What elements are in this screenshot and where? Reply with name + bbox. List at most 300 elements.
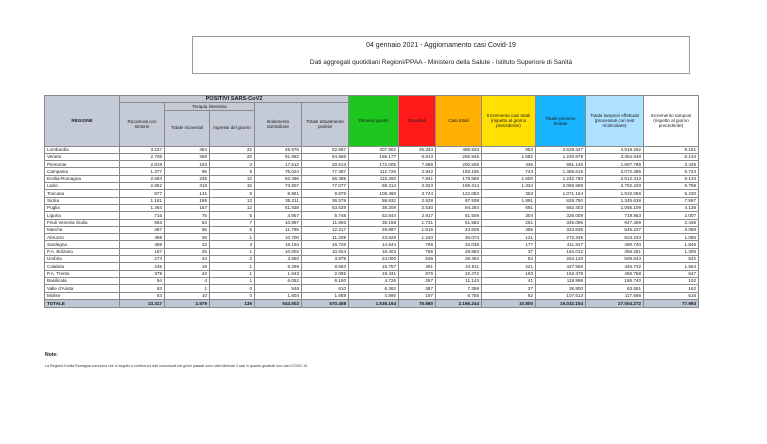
table-cell: 7 bbox=[210, 219, 255, 226]
table-cell: 9.979 bbox=[302, 190, 349, 197]
table-cell: 12 bbox=[210, 204, 255, 211]
table-cell: 25.344 bbox=[399, 146, 436, 153]
table-cell: 1.600 bbox=[482, 175, 536, 182]
table-cell: 10.824 bbox=[302, 248, 349, 255]
table-cell: 11.209 bbox=[302, 234, 349, 241]
note-text: La Regione Emilia Romagna comunica che in seguito a verifica sui dati comunicati nei giorni passati sono stati eliminati 3 casi in quanto giudicati non casi COVID-19. bbox=[45, 364, 309, 368]
table-row bbox=[45, 248, 699, 255]
table-cell: 19.431 bbox=[349, 270, 399, 277]
table-cell: 267 bbox=[399, 277, 436, 284]
table-cell: 272.349 bbox=[536, 234, 586, 241]
table-cell: 152.478 bbox=[536, 270, 586, 277]
table-cell: 10.967 bbox=[255, 219, 302, 226]
table-total-row bbox=[45, 299, 699, 307]
table-cell: 1.065.109 bbox=[586, 204, 644, 211]
table-cell: 122.083 bbox=[436, 190, 482, 197]
table-cell: 22 bbox=[210, 146, 255, 153]
table-cell: 2.917 bbox=[399, 212, 436, 219]
table-cell: 141 bbox=[165, 190, 210, 197]
region-name: Molise bbox=[45, 292, 120, 299]
table-cell: 94 bbox=[120, 277, 165, 284]
table-cell: 2.612.313 bbox=[586, 175, 644, 182]
table-cell: 200.506 bbox=[436, 161, 482, 168]
table-cell: 281 bbox=[482, 219, 536, 226]
region-name: Sicilia bbox=[45, 197, 120, 204]
table-cell: 8.298 bbox=[255, 263, 302, 270]
table-cell: 6.813 bbox=[399, 153, 436, 160]
table-cell: 22.472 bbox=[436, 270, 482, 277]
table-cell: 379 bbox=[120, 270, 165, 277]
table-cell: 5.748 bbox=[302, 212, 349, 219]
table-cell: 41 bbox=[482, 277, 536, 284]
table-cell: 8.161 bbox=[644, 146, 699, 153]
table-cell: 76.024 bbox=[255, 168, 302, 175]
table-cell: 53.466 bbox=[255, 175, 302, 182]
table-cell: 1.682 bbox=[482, 153, 536, 160]
table-cell: 947.459 bbox=[586, 219, 644, 226]
header-ti-ingressi: Ingressi del giorno bbox=[210, 110, 255, 146]
region-name: Lombardia bbox=[45, 146, 120, 153]
table-cell: 5 bbox=[210, 212, 255, 219]
table-cell: 523.233 bbox=[586, 234, 644, 241]
table-cell: 4.957 bbox=[255, 212, 302, 219]
table-cell: 91.882 bbox=[255, 153, 302, 160]
table-cell: 54 bbox=[120, 292, 165, 299]
table-cell: 183 bbox=[165, 161, 210, 168]
table-cell: 1.240 bbox=[399, 234, 436, 241]
table-cell: 3.435 bbox=[644, 161, 699, 168]
table-cell: 1.643 bbox=[255, 270, 302, 277]
table-cell: 186 bbox=[165, 197, 210, 204]
table-cell: 82 bbox=[482, 292, 536, 299]
table-cell: 23.317 bbox=[120, 299, 165, 307]
table-cell: 491 bbox=[399, 263, 436, 270]
table-cell: 387 bbox=[399, 285, 436, 292]
table-cell: 546 bbox=[255, 285, 302, 292]
table-cell: 197 bbox=[399, 292, 436, 299]
header-deceduti: Deceduti bbox=[399, 96, 436, 147]
table-cell: 1.065 bbox=[644, 234, 699, 241]
table-cell: 1 bbox=[210, 270, 255, 277]
header-dimessi: Dimessi guariti bbox=[349, 96, 399, 147]
table-cell: 1.891 bbox=[482, 197, 536, 204]
table-cell: 636 bbox=[399, 256, 436, 263]
table-cell: 169.214 bbox=[436, 183, 482, 190]
table-cell: 10.700 bbox=[255, 234, 302, 241]
table-row bbox=[45, 256, 699, 263]
table-cell: 4.918.262 bbox=[586, 146, 644, 153]
table-cell: 2.752.420 bbox=[586, 183, 644, 190]
table-cell: 75.680 bbox=[399, 299, 436, 307]
table-cell: 1.731 bbox=[399, 219, 436, 226]
table-row bbox=[45, 168, 699, 175]
header-positivi: POSITIVI SARS-CoV2 bbox=[120, 96, 349, 103]
table-cell: 5.230 bbox=[644, 190, 699, 197]
table-cell: 24.811 bbox=[436, 263, 482, 270]
table-cell: 1.604 bbox=[255, 292, 302, 299]
table-cell: 136 bbox=[210, 299, 255, 307]
table-cell: 6.755 bbox=[436, 292, 482, 299]
table-cell: 545.237 bbox=[586, 226, 644, 233]
table-cell: 27 bbox=[482, 285, 536, 292]
table-cell: 177 bbox=[482, 241, 536, 248]
table-row bbox=[45, 212, 699, 219]
table-cell: 3 bbox=[210, 161, 255, 168]
table-cell: 1 bbox=[165, 285, 210, 292]
table-cell: 32.038 bbox=[436, 241, 482, 248]
header-ricoverati: Ricoverati con sintomi bbox=[120, 103, 165, 146]
table-cell: 112.726 bbox=[349, 168, 399, 175]
table-cell: 1.345.638 bbox=[586, 197, 644, 204]
table-cell: 164.012 bbox=[536, 248, 586, 255]
table-cell: 3.088 bbox=[644, 226, 699, 233]
table-cell: 48.976 bbox=[255, 146, 302, 153]
header-tamponi-totali: Totale tamponi effettuati (processati con test molecolare) bbox=[586, 96, 644, 147]
table-row bbox=[45, 277, 699, 284]
table-cell: 36.578 bbox=[302, 197, 349, 204]
table-row bbox=[45, 190, 699, 197]
table-cell: 2 bbox=[210, 256, 255, 263]
table-cell: 37 bbox=[482, 248, 536, 255]
table-row bbox=[45, 175, 699, 182]
table-cell: 716 bbox=[120, 212, 165, 219]
header-incremento: Incremento casi totali (rispetto al giorno precedente) bbox=[482, 96, 536, 147]
table-cell: 662.403 bbox=[536, 204, 586, 211]
table-cell: 7.941 bbox=[399, 175, 436, 182]
table-cell: 10.800 bbox=[482, 299, 536, 307]
table-cell: 9.133 bbox=[644, 175, 699, 182]
table-cell: 743 bbox=[482, 168, 536, 175]
table-cell: 3.227 bbox=[120, 146, 165, 153]
note-label: Note: bbox=[45, 352, 58, 358]
table-cell: 24.000 bbox=[349, 256, 399, 263]
table-cell: 51.582 bbox=[436, 219, 482, 226]
table-cell: 2.694 bbox=[120, 175, 165, 182]
table-cell: 1 bbox=[210, 277, 255, 284]
table-cell: 6 bbox=[210, 168, 255, 175]
table-cell: 77.077 bbox=[302, 183, 349, 190]
region-name: Veneto bbox=[45, 153, 120, 160]
table-cell: 186.740 bbox=[586, 277, 644, 284]
region-name: Toscana bbox=[45, 190, 120, 197]
table-cell: 266.946 bbox=[436, 153, 482, 160]
table-cell: 172.005 bbox=[349, 161, 399, 168]
table-cell: 3.878 bbox=[302, 256, 349, 263]
table-cell: 1.305 bbox=[644, 248, 699, 255]
table-cell: 25 bbox=[165, 248, 210, 255]
table-cell: 976 bbox=[399, 270, 436, 277]
table-cell: 2.942 bbox=[399, 168, 436, 175]
table-cell: 162 bbox=[644, 285, 699, 292]
table-cell: 63 bbox=[165, 219, 210, 226]
table-cell: 12 bbox=[210, 175, 255, 182]
table-cell: 1.377 bbox=[120, 168, 165, 175]
table-cell: 254.120 bbox=[536, 256, 586, 263]
region-name: Sardegna bbox=[45, 241, 120, 248]
report-title: 04 gennaio 2021 - Aggiornamento casi Covid-19 bbox=[366, 42, 516, 49]
table-row bbox=[45, 226, 699, 233]
table-cell: 28.494 bbox=[436, 256, 482, 263]
table-row bbox=[45, 219, 699, 226]
table-cell: 6.362 bbox=[349, 285, 399, 292]
table-cell: 3.560 bbox=[255, 256, 302, 263]
table-cell: 58.832 bbox=[349, 197, 399, 204]
table-cell: 3.744 bbox=[399, 190, 436, 197]
table-cell: 51.938 bbox=[255, 204, 302, 211]
table-cell: 353 bbox=[482, 190, 536, 197]
table-cell: 756 bbox=[399, 248, 436, 255]
table-cell: 193.165 bbox=[436, 168, 482, 175]
table-cell: 8.563 bbox=[302, 263, 349, 270]
table-cell: 719.953 bbox=[586, 212, 644, 219]
table-cell: 274 bbox=[120, 256, 165, 263]
table-cell: 179.586 bbox=[436, 175, 482, 182]
header-casi-totali: Casi totali bbox=[436, 96, 482, 147]
table-cell: 94.284 bbox=[436, 204, 482, 211]
region-name: Emilia-Romagna bbox=[45, 175, 120, 182]
table-cell: 6.743 bbox=[644, 168, 699, 175]
table-row bbox=[45, 292, 699, 299]
table-cell: 107.613 bbox=[536, 292, 586, 299]
table-cell: 16.726 bbox=[302, 241, 349, 248]
table-cell: 1.181 bbox=[120, 197, 165, 204]
table-cell: 53.539 bbox=[302, 204, 349, 211]
table-cell: 43.829 bbox=[436, 226, 482, 233]
table-row bbox=[45, 285, 699, 292]
table-row bbox=[45, 183, 699, 190]
table-cell: 2.528 bbox=[399, 197, 436, 204]
table-cell: 5 bbox=[210, 226, 255, 233]
table-cell: 23.629 bbox=[349, 234, 399, 241]
table-cell: 345.095 bbox=[536, 219, 586, 226]
header-isolamento: Isolamento domiciliare bbox=[255, 103, 302, 146]
table-cell: 11.765 bbox=[255, 226, 302, 233]
table-cell: 427.556 bbox=[536, 263, 586, 270]
table-cell: 489 bbox=[120, 241, 165, 248]
header-ti-totale: Totale ricoverati bbox=[165, 110, 210, 146]
region-name: Liguria bbox=[45, 212, 120, 219]
table-row bbox=[45, 161, 699, 168]
table-cell: 610 bbox=[302, 285, 349, 292]
table-cell: 446.732 bbox=[586, 263, 644, 270]
table-cell: 77.497 bbox=[302, 168, 349, 175]
table-cell: 10 bbox=[165, 292, 210, 299]
table-cell: 487 bbox=[120, 226, 165, 233]
table-row bbox=[45, 263, 699, 270]
table-cell: 2.706 bbox=[120, 153, 165, 160]
table-cell: 9.759 bbox=[644, 183, 699, 190]
table-cell: 6.150 bbox=[302, 277, 349, 284]
table-cell: 235 bbox=[165, 175, 210, 182]
table-cell: 490.740 bbox=[586, 241, 644, 248]
table-cell: 456.758 bbox=[586, 270, 644, 277]
table-cell: 1.607.788 bbox=[586, 161, 644, 168]
table-cell: 15.032.154 bbox=[536, 299, 586, 307]
table-cell: 10.602 bbox=[255, 248, 302, 255]
table-cell: 27.004.272 bbox=[586, 299, 644, 307]
table-cell: 1.615 bbox=[399, 226, 436, 233]
table-cell: 118.998 bbox=[536, 277, 586, 284]
table-cell: 29.983 bbox=[436, 248, 482, 255]
covid-data-table bbox=[44, 95, 699, 308]
table-cell: 38.800 bbox=[536, 285, 586, 292]
region-name: Marche bbox=[45, 226, 120, 233]
table-cell: 323.639 bbox=[536, 226, 586, 233]
table-cell: 2.629.427 bbox=[536, 146, 586, 153]
total-label: TOTALE bbox=[45, 299, 120, 307]
table-cell: 2.065 bbox=[302, 270, 349, 277]
table-cell: 1.846 bbox=[644, 241, 699, 248]
table-cell: 0 bbox=[210, 285, 255, 292]
table-cell: 877 bbox=[120, 190, 165, 197]
table-cell: 43 bbox=[165, 270, 210, 277]
table-body bbox=[45, 146, 699, 307]
table-cell: 318 bbox=[165, 183, 210, 190]
table-cell: 117.666 bbox=[586, 292, 644, 299]
table-cell: 2.072.385 bbox=[586, 168, 644, 175]
table-cell: 75 bbox=[165, 212, 210, 219]
header-regione: REGIONE bbox=[45, 96, 120, 147]
table-cell: 35.211 bbox=[255, 197, 302, 204]
table-cell: 52.844 bbox=[349, 212, 399, 219]
table-cell: 2.438 bbox=[644, 219, 699, 226]
table-cell: 8 bbox=[210, 190, 255, 197]
table-cell: 1.334 bbox=[482, 183, 536, 190]
table-cell: 16.194 bbox=[255, 241, 302, 248]
table-cell: 828.750 bbox=[536, 197, 586, 204]
table-cell: 2.007 bbox=[644, 212, 699, 219]
table-cell: 88.314 bbox=[349, 183, 399, 190]
table-cell: 485.933 bbox=[436, 146, 482, 153]
table-cell: 1.668 bbox=[302, 292, 349, 299]
table-cell: 197 bbox=[120, 248, 165, 255]
table-cell: 115.260 bbox=[349, 175, 399, 182]
table-cell: 691 bbox=[482, 204, 536, 211]
table-cell: 1 bbox=[210, 248, 255, 255]
report-header bbox=[192, 36, 690, 74]
table-cell: 484 bbox=[165, 146, 210, 153]
table-cell: 1.535.164 bbox=[349, 299, 399, 307]
table-cell: 29.897 bbox=[349, 226, 399, 233]
table-cell: 8.961 bbox=[255, 190, 302, 197]
region-name: P.A. Trento bbox=[45, 270, 120, 277]
table-cell: 20 bbox=[210, 153, 255, 160]
report-subtitle: Dati aggregati quotidiani Regioni/PPAA - Ministero della Salute - Istituto Superiore di Sanità bbox=[309, 59, 573, 66]
table-cell: 1.910.056 bbox=[586, 190, 644, 197]
table-cell: 2.066.588 bbox=[536, 183, 586, 190]
table-cell: 14.544 bbox=[349, 241, 399, 248]
header-persone-testate: Totale persone testate bbox=[536, 96, 586, 147]
table-cell: 97.938 bbox=[436, 197, 482, 204]
table-cell: 15.757 bbox=[349, 263, 399, 270]
table-cell: 38.158 bbox=[349, 219, 399, 226]
table-cell: 2.579 bbox=[165, 299, 210, 307]
table-cell: 355 bbox=[482, 226, 536, 233]
table-cell: 368 bbox=[165, 153, 210, 160]
table-cell: 15 bbox=[210, 183, 255, 190]
table-cell: 38.209 bbox=[349, 204, 399, 211]
table-cell: 17.512 bbox=[255, 161, 302, 168]
table-cell: 544.502 bbox=[255, 299, 302, 307]
table-cell: 4.726 bbox=[349, 277, 399, 284]
table-cell: 4.138 bbox=[644, 204, 699, 211]
table-cell: 20.513 bbox=[302, 161, 349, 168]
table-cell: 19 bbox=[165, 263, 210, 270]
table-cell: 221 bbox=[482, 263, 536, 270]
table-cell: 13 bbox=[210, 197, 255, 204]
table-cell: 616 bbox=[644, 292, 699, 299]
table-cell: 43 bbox=[165, 241, 210, 248]
table-cell: 991.145 bbox=[536, 161, 586, 168]
table-cell: 768 bbox=[399, 241, 436, 248]
table-cell: 8.134 bbox=[644, 153, 699, 160]
table-cell: 108.360 bbox=[349, 190, 399, 197]
table-cell: 157 bbox=[165, 204, 210, 211]
covid-data-table-wrapper bbox=[44, 95, 698, 338]
table-cell: 411.817 bbox=[536, 241, 586, 248]
table-cell: 570.458 bbox=[302, 299, 349, 307]
table-cell: 1.554 bbox=[644, 263, 699, 270]
table-cell: 2.166.244 bbox=[436, 299, 482, 307]
table-row bbox=[45, 270, 699, 277]
region-name: P.A. Bolzano bbox=[45, 248, 120, 255]
table-cell: 94.956 bbox=[302, 153, 349, 160]
table-cell: 77.993 bbox=[644, 299, 699, 307]
table-row bbox=[45, 204, 699, 211]
table-cell: 1.242.760 bbox=[536, 175, 586, 182]
table-cell: 3 bbox=[210, 241, 255, 248]
table-cell: 863 bbox=[482, 146, 536, 153]
table-row bbox=[45, 241, 699, 248]
region-name: Valle d'Aosta bbox=[45, 285, 120, 292]
table-cell: 446 bbox=[482, 161, 536, 168]
table-cell: 4.890 bbox=[349, 292, 399, 299]
table-cell: 61.509 bbox=[436, 212, 482, 219]
region-name: Friuli Venezia Giulia bbox=[45, 219, 120, 226]
table-row bbox=[45, 146, 699, 153]
table-cell: 36.074 bbox=[436, 234, 482, 241]
table-cell: 7.359 bbox=[436, 285, 482, 292]
table-cell: 3.354.648 bbox=[586, 153, 644, 160]
table-cell: 1.220.879 bbox=[536, 153, 586, 160]
table-cell: 102 bbox=[644, 277, 699, 284]
header-totale-positivi: Totale attualmente positivi bbox=[302, 103, 349, 146]
table-cell: 1.464 bbox=[120, 204, 165, 211]
table-cell: 121 bbox=[482, 234, 536, 241]
table-cell: 246 bbox=[120, 263, 165, 270]
table-cell: 509.643 bbox=[586, 256, 644, 263]
table-cell: 44 bbox=[165, 256, 210, 263]
table-cell: 6.052 bbox=[255, 277, 302, 284]
table-cell: 1.385.616 bbox=[536, 168, 586, 175]
table-cell: 56.385 bbox=[302, 175, 349, 182]
table-cell: 304 bbox=[482, 212, 536, 219]
table-cell: 63 bbox=[120, 285, 165, 292]
table-cell: 52.687 bbox=[302, 146, 349, 153]
table-cell: 0 bbox=[210, 292, 255, 299]
region-name: Umbria bbox=[45, 256, 120, 263]
table-cell: 193 bbox=[482, 270, 536, 277]
table-cell: 356.281 bbox=[586, 248, 644, 255]
table-cell: 73.907 bbox=[255, 183, 302, 190]
table-cell: 3.823 bbox=[399, 183, 436, 190]
table-cell: 2.852 bbox=[120, 183, 165, 190]
region-name: Piemonte bbox=[45, 161, 120, 168]
table-cell: 54 bbox=[482, 256, 536, 263]
table-cell: 12.317 bbox=[302, 226, 349, 233]
table-cell: 407.902 bbox=[349, 146, 399, 153]
table-cell: 65 bbox=[165, 226, 210, 233]
